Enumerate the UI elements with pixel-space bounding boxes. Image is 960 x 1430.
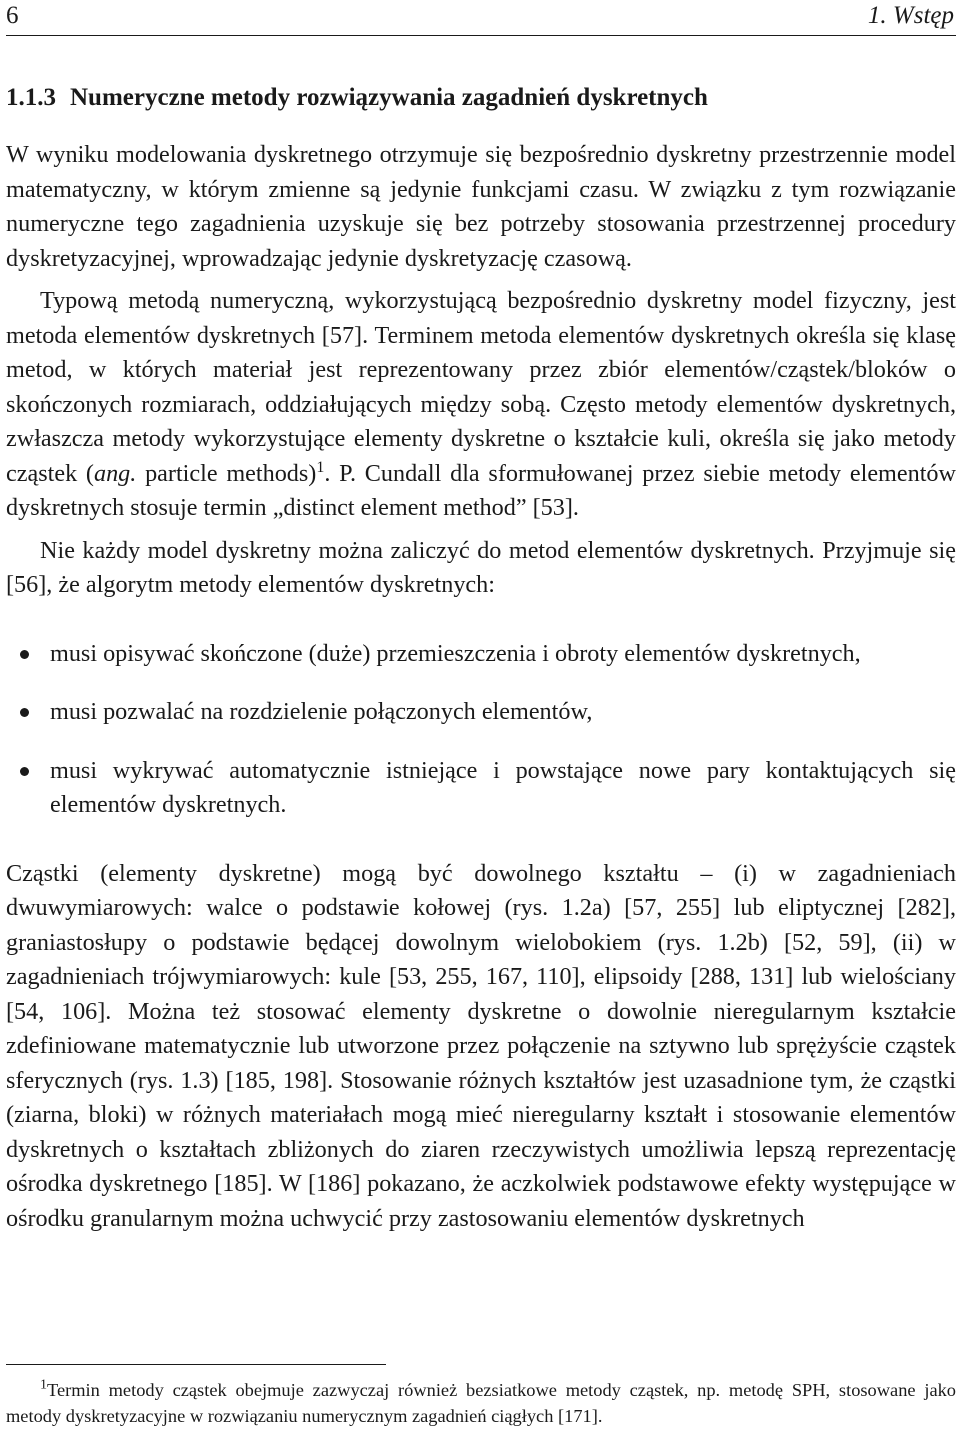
- paragraph-2-lead: Typową metodą numeryczną, wykorzystującą bezpośrednio dyskretny model fizyczny, jest metoda elementów dyskretnych [57]. Terminem metoda elementów dyskretnych określa się klasę metod, w których materiał jest reprezentowany przez zbiór elementów/cząstek/bloków o skończonych rozmiarach, oddziałujących między sobą. Często metody elementów dyskretnych, zwłaszcza metody wykorzystujące elementy dyskretne o kształcie kuli, określa się jako metody cząstek (: [6, 287, 956, 487]
- footnote-text: Termin metody cząstek obejmuje zazwyczaj również bezsiatkowe metody cząstek, np. metodę SPH, stosowane jako metody dyskretyzacyjne w rozwiązaniu numerycznym zagadnień ciągłych [171].: [6, 1380, 956, 1426]
- section-heading: [6, 82, 708, 114]
- paragraph-2-mid: particle methods): [136, 459, 317, 487]
- paragraph-2: [6, 284, 956, 526]
- footnote-rule: [6, 1364, 386, 1365]
- bullet-icon: [20, 767, 29, 776]
- footnote-area: [6, 1364, 956, 1429]
- bullet-icon: [20, 708, 29, 717]
- list-item: [6, 637, 956, 672]
- list-item: [6, 695, 956, 730]
- footnote-ref[interactable]: 1: [316, 458, 325, 476]
- footnote: [6, 1377, 956, 1429]
- paragraph-1: W wyniku modelowania dyskretnego otrzymuje się bezpośrednio dyskretny przestrzennie model matematyczny, w którym zmienne są jedynie funkcjami czasu. W związku z tym rozwiązanie numeryczne tego zagadnienia uzyskuje się bez potrzeby stosowania przestrzennej procedury dyskretyzacyjnej, wprowadzając jedynie dyskretyzację czasową.: [6, 141, 956, 272]
- running-title: 1. Wstęp: [867, 2, 954, 29]
- section-title: Numeryczne metody rozwiązywania zagadnień dyskretnych: [70, 84, 708, 111]
- paragraph-2-tail: . P. Cundall dla sformułowanej przez siebie metody elementów dyskretnych stosuje termin „distinct element method” [53].: [6, 459, 956, 521]
- bullet-icon: [20, 650, 29, 659]
- page-number: 6: [6, 2, 19, 29]
- abbrev-ang: ang.: [93, 459, 137, 487]
- list-item-text: musi wykrywać automatycznie istniejące i powstające nowe pary kontaktujących się elementów dyskretnych.: [50, 756, 956, 818]
- list-item-text: musi pozwalać na rozdzielenie połączonych elementów,: [50, 698, 593, 725]
- list-item-text: musi opisywać skończone (duże) przemieszczenia i obroty elementów dyskretnych,: [50, 639, 861, 667]
- bullet-list: [6, 637, 956, 823]
- section-number: 1.1.3: [6, 84, 56, 111]
- list-item: [6, 754, 956, 823]
- page-header: [6, 2, 956, 34]
- footnote-marker: 1: [40, 1377, 47, 1393]
- paragraph-4: Cząstki (elementy dyskretne) mogą być dowolnego kształtu – (i) w zagadnieniach dwuwymiarowych: walce o podstawie kołowej (rys. 1.2a) [57, 255] lub eliptycznej [282], graniastosłupy o podstawie będącej dowolnym wielobokiem (rys. 1.2b) [52, 59], (ii) w zagadnieniach trójwymiarowych: kule [53, 255, 167, 110], elipsoidy [288, 131] lub wielościany [54, 106]. Można też stosować elementy dyskretne o dowolnie nieregularnym kształcie zdefiniowane matematycznie lub utworzone przez połączenie na sztywno lub sprężyście cząstek sferycznych (rys. 1.3) [185, 198]. Stosowanie różnych kształtów jest uzasadnione tym, że cząstki (ziarna, bloki) w różnych materiałach mogą mieć nieregularny kształt i stosowanie elementów dyskretnych o kształtach zbliżonych do ziaren rzeczywistych umożliwia lepszą reprezentację ośrodka dyskretnego [185]. W [186] pokazano, że aczkolwiek podstawowe efekty występujące w ośrodku granularnym można uchwycić przy zastosowaniu elementów dyskretnych: [6, 859, 956, 1232]
- document-page: [6, 0, 956, 1430]
- header-rule: [6, 35, 956, 36]
- body-text: [6, 138, 956, 1236]
- paragraph-3: Nie każdy model dyskretny można zaliczyć do metod elementów dyskretnych. Przyjmuje się [56], że algorytm metody elementów dyskretnych:: [6, 536, 956, 598]
